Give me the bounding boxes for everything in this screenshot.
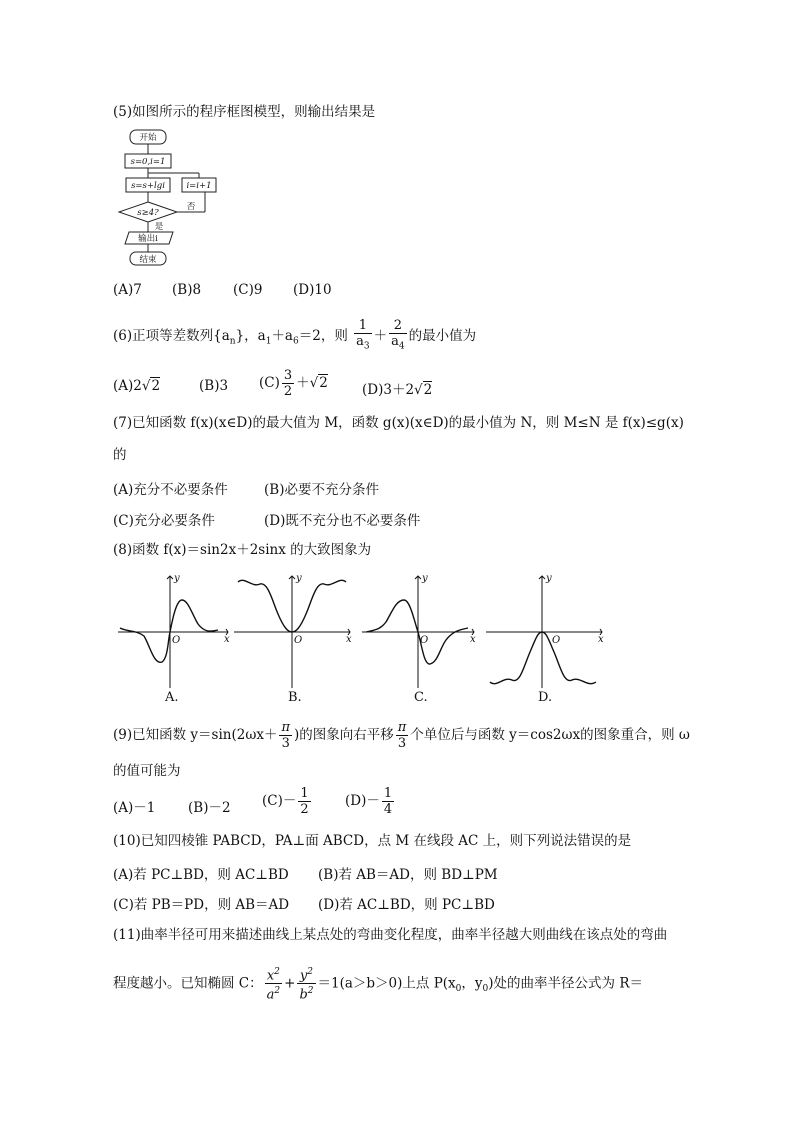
q9-stem: (9)已知函数 y＝sin(2ωx＋ $\frac{\pi}{3}$ )的图象向右平移 $\frac{\pi}{3}$ 个单位后与函数 y＝cos2ωx的图象重合，则 ω [113,720,690,751]
q6-option-d: (D)3＋2√2 [362,382,433,398]
flow-output: 输出i [138,234,158,244]
q8-label-a: A. [165,690,179,705]
svg-text:O: O [294,635,303,646]
svg-text:O: O [420,635,429,646]
flow-start: 开始 [139,133,157,143]
q6-stem: (6)正项等差数列$\{a_n\}$，$a_1+a_6=2$，则 $\frac{1}{a_3}$ ＋ $\frac{2}{a_4}$ 的最小值为 [113,318,476,355]
q6-fraction-2: $\frac{2}{a_4}$ [391,318,405,352]
q10-option-c: (C)若 PB＝PD，则 AB＝AD [113,897,290,913]
q10-option-d: (D)若 AC⊥BD，则 PC⊥BD [318,897,495,913]
flow-end: 结束 [139,255,157,265]
q5-option-c: (C)9 [233,282,263,298]
flow-incr: i=i+1 [186,181,212,191]
q5-option-a: (A)7 [113,282,142,298]
q7-option-d: (D)既不充分也不必要条件 [264,513,421,529]
q5-option-b: (B)8 [172,282,202,298]
svg-text:x: x [224,634,230,645]
q7-option-c: (C)充分必要条件 [113,513,215,529]
q10-stem: (10)已知四棱锥 PABCD，PA⊥面 ABCD，点 M 在线段 AC 上，则下列说法错误的是 [113,833,632,849]
q5-option-d: (D)10 [293,282,332,298]
svg-text:O: O [552,635,561,646]
flow-cond: s≥4? [137,208,159,218]
flow-update: s=s+lgi [131,181,165,191]
q9-option-d: (D)－ $\frac{1}{4}$ [345,786,393,817]
flow-yes: 是 [154,222,164,232]
q5-stem: (5)如图所示的程序框图模型，则输出结果是 [113,104,376,120]
flow-init: s=0,i=1 [130,157,166,167]
q10-option-a: (A)若 PC⊥BD，则 AC⊥BD [113,867,289,883]
q8-stem: (8)函数 f(x)＝sin2x＋2sinx 的大致图象为 [113,542,372,558]
q6-option-c: (C) $\frac{3}{2}$ ＋√2 [259,368,328,399]
q7-option-a: (A)充分不必要条件 [113,482,228,498]
svg-text:y: y [546,573,552,584]
q9-option-b: (B)－2 [188,800,231,816]
q8-label-c: C. [414,690,428,705]
svg-text:y: y [422,573,428,584]
q7-stem-line1: (7)已知函数 f(x)(x∈D)的最大值为 M，函数 g(x)(x∈D)的最小值为 N，则 M≤N 是 f(x)≤g(x) [113,415,684,431]
svg-text:x: x [598,634,604,645]
q9-stem-line2: 的值可能为 [113,763,181,779]
flow-no: 否 [186,202,196,212]
q8-label-b: B. [288,690,302,705]
q8-label-d: D. [538,690,553,705]
svg-text:O: O [172,635,181,646]
q8-graphs [110,570,610,695]
q9-option-c: (C)－ $\frac{1}{2}$ [262,786,309,817]
q6-option-b: (B)3 [199,378,229,394]
q6-option-a: (A)2√2 [113,378,161,394]
svg-text:x: x [346,634,352,645]
q11-stem-line1: (11)曲率半径可用来描述曲线上某点处的弯曲变化程度，曲率半径越大则曲线在该点处的弯曲 [113,927,668,943]
svg-text:y: y [174,573,180,584]
svg-text:y: y [296,573,302,584]
q9-option-a: (A)－1 [113,800,156,816]
svg-text:x: x [470,634,476,645]
q10-option-b: (B)若 AB＝AD，则 BD⊥PM [318,867,498,883]
q7-option-b: (B)必要不充分条件 [264,482,379,498]
q6-fraction-1: $\frac{1}{a_3}$ [356,318,370,352]
q11-stem-line2: 程度越小。已知椭圆 C： $\frac{x^2}{a^2}$ + $\frac{y^2}{b^2}$ ＝1(a＞b＞0)上点 $P(x_0$，$y_0$)处的曲率半径公式为 R＝ [113,967,644,1003]
q7-stem-line2: 的 [113,447,127,463]
q5-flowchart [115,126,225,268]
